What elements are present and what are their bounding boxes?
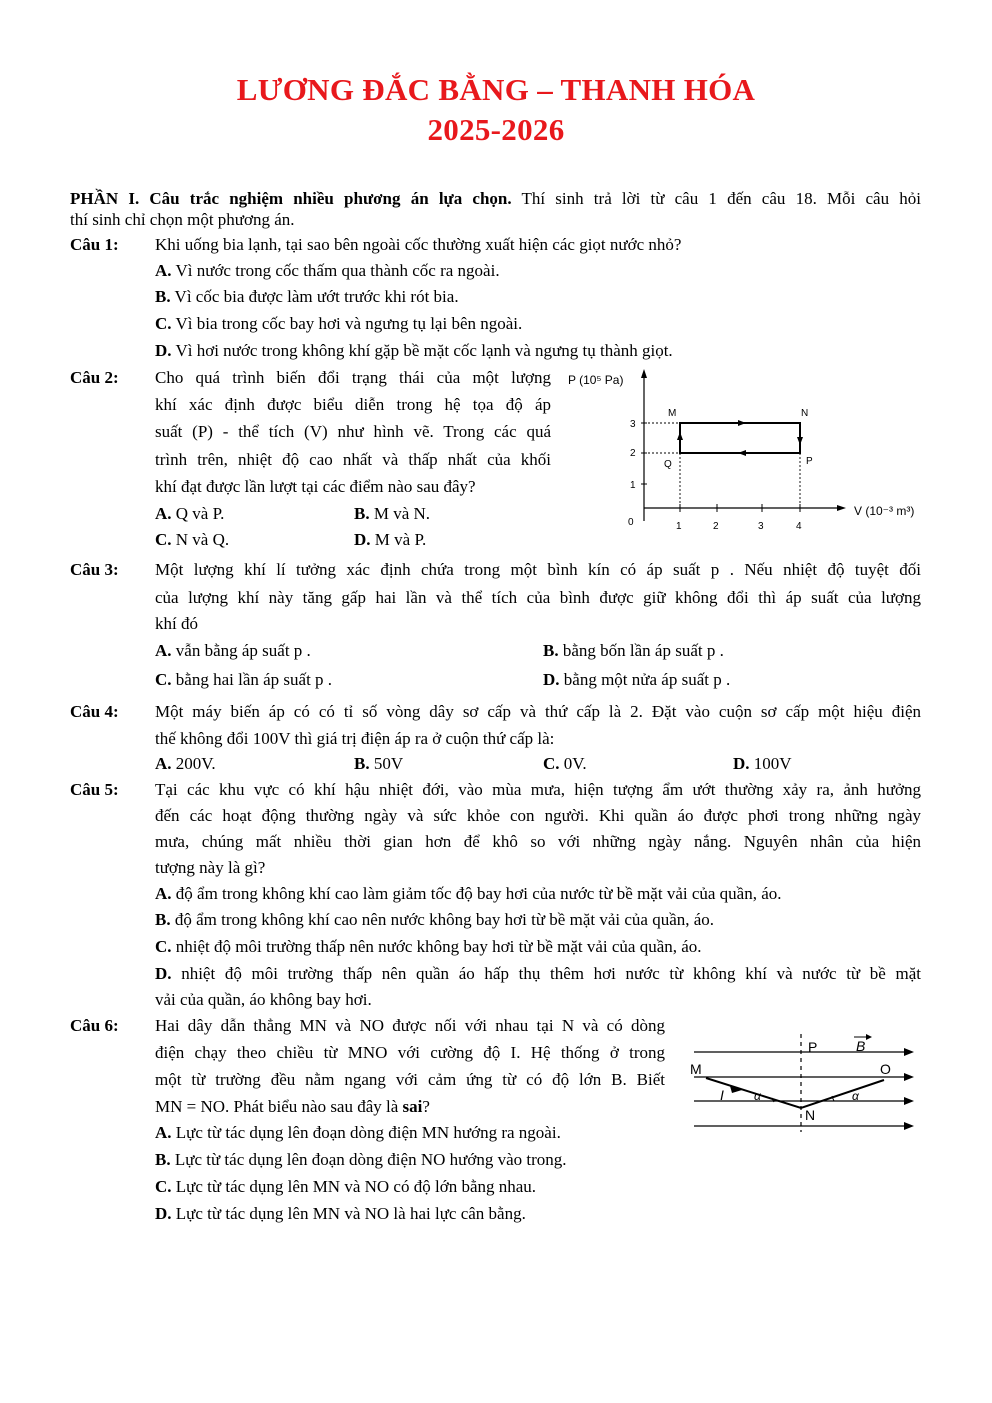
q4-option-b[interactable]: B. 50V xyxy=(354,754,404,773)
pv-graph xyxy=(564,366,924,542)
origin-label: 0 xyxy=(628,517,634,528)
q3-option-c[interactable]: C. bằng hai lần áp suất p . xyxy=(155,670,333,689)
q3-option-a[interactable]: A. vẫn bằng áp suất p . xyxy=(155,641,311,660)
q6-option-c[interactable]: C. Lực từ tác dụng lên MN và NO có độ lớn bằng nhau. xyxy=(155,1177,537,1196)
x-tick-3: 3 xyxy=(758,521,764,532)
question-6-line-2: điện chạy theo chiều từ MNO với cường độ I. Hệ thống ở trong xyxy=(155,1043,665,1062)
question-3-line-1: Một lượng khí lí tưởng xác định chứa trong một bình kín có áp suất p . Nếu nhiệt độ tuyệt đối xyxy=(155,560,921,579)
question-1-text: Khi uống bia lạnh, tại sao bên ngoài cốc thường xuất hiện các giọt nước nhỏ? xyxy=(155,235,682,254)
point-q-label: Q xyxy=(664,459,672,470)
label-p: P xyxy=(808,1039,818,1055)
arrow-np xyxy=(797,437,803,445)
question-5-line-3: mưa, chúng mất nhiều thời gian hơn để khô so với những ngày nắng. Nguyên nhân của hiện xyxy=(155,832,921,851)
label-alpha-left: α xyxy=(754,1089,761,1103)
question-6-line-4: MN = NO. Phát biểu nào sau đây là sai? xyxy=(155,1097,430,1116)
q3-option-b[interactable]: B. bằng bốn lần áp suất p . xyxy=(543,641,724,660)
q6-option-d[interactable]: D. Lực từ tác dụng lên MN và NO là hai lực cân bằng. xyxy=(155,1204,526,1223)
part-heading: PHẦN I. Câu trắc nghiệm nhiều phương án lựa chọn. Thí sinh trả lời từ câu 1 đến câu 18. Mỗi câu hỏi xyxy=(70,189,922,208)
q6-option-b[interactable]: B. Lực từ tác dụng lên đoạn dòng điện NO hướng vào trong. xyxy=(155,1150,567,1169)
x-tick-4: 4 xyxy=(796,521,802,532)
question-2-line-5: khí đạt được lần lượt tại các điểm nào sau đây? xyxy=(155,477,476,496)
y-tick-2: 2 xyxy=(630,448,636,459)
question-3-line-2: của lượng khí này tăng gấp hai lần và thể tích của bình được giữ không đổi thì áp suất của lượng xyxy=(155,588,921,607)
q4-option-c[interactable]: C. 0V. xyxy=(543,754,587,773)
question-3-label: Câu 3: xyxy=(70,560,119,579)
question-2-line-1: Cho quá trình biến đổi trạng thái của một lượng xyxy=(155,368,551,387)
q5-option-a[interactable]: A. độ ẩm trong không khí cao làm giảm tốc độ bay hơi của nước từ bề mặt vải của quần, áo. xyxy=(155,884,782,903)
y-tick-1: 1 xyxy=(630,480,636,491)
point-n-label: N xyxy=(801,408,809,419)
q1-option-a[interactable]: A. Vì nước trong cốc thấm qua thành cốc ra ngoài. xyxy=(155,261,500,280)
question-5-label: Câu 5: xyxy=(70,780,119,799)
q2-option-b[interactable]: B. M và N. xyxy=(354,504,431,523)
question-4-line-1: Một máy biến áp có có tỉ số vòng dây sơ cấp và thứ cấp là 2. Đặt vào cuộn sơ cấp một hiệu điện xyxy=(155,702,921,721)
point-p-label: P xyxy=(806,456,813,467)
q3-option-d[interactable]: D. bằng một nửa áp suất p . xyxy=(543,670,731,689)
question-4-line-2: thế không đổi 100V thì giá trị điện áp ra ở cuộn thứ cấp là: xyxy=(155,729,555,748)
x-tick-2: 2 xyxy=(713,521,719,532)
q5-option-b[interactable]: B. độ ẩm trong không khí cao nên nước không bay hơi từ bề mặt vải của quần, áo. xyxy=(155,910,715,929)
q5-option-c[interactable]: C. nhiệt độ môi trường thấp nên nước không bay hơi từ bề mặt vải của quần, áo. xyxy=(155,937,702,956)
q1-option-d[interactable]: D. Vì hơi nước trong không khí gặp bề mặt cốc lạnh và ngưng tụ thành giọt. xyxy=(155,341,673,360)
y-axis-label: P (10⁵ Pa) xyxy=(568,373,624,387)
q4-option-d[interactable]: D. 100V xyxy=(733,754,792,773)
question-6-line-3: một từ trường đều nằm ngang với cảm ứng từ có độ lớn B. Biết xyxy=(155,1070,665,1089)
q5-option-d-line2: vải của quần, áo không bay hơi. xyxy=(155,990,372,1009)
label-m: M xyxy=(690,1061,702,1077)
arrow-pq xyxy=(738,450,746,456)
question-6-label: Câu 6: xyxy=(70,1016,119,1035)
question-5-line-4: tượng này là gì? xyxy=(155,858,266,877)
question-5-line-2: đến các hoạt động thường ngày và sức khỏe con người. Khi quần áo được phơi trong những ngày xyxy=(155,806,921,825)
question-2-line-2: khí xác định được biểu diễn trong hệ tọa độ áp xyxy=(155,395,551,414)
arrow-mn xyxy=(738,420,746,426)
label-i: I xyxy=(720,1087,724,1103)
label-o: O xyxy=(880,1061,891,1077)
x-axis-arrow xyxy=(837,505,846,511)
label-alpha-right: α xyxy=(852,1089,859,1103)
label-b: B xyxy=(856,1038,866,1054)
question-2-line-3: suất (P) - thể tích (V) như hình vẽ. Trong các quá xyxy=(155,422,551,441)
q2-option-a[interactable]: A. Q và P. xyxy=(155,504,225,523)
question-5-line-1: Tại các khu vực có khí hậu nhiệt đới, vào mùa mưa, hiện tượng ẩm ướt thường xảy ra, ảnh hưởng xyxy=(155,780,921,799)
question-2-label: Câu 2: xyxy=(70,368,119,387)
field-diagram xyxy=(684,1030,920,1134)
pv-cycle xyxy=(680,423,800,453)
point-m-label: M xyxy=(668,408,677,419)
question-6-line-1: Hai dây dẫn thẳng MN và NO được nối với nhau tại N và có dòng xyxy=(155,1016,665,1035)
question-3-line-3: khí đó xyxy=(155,614,198,633)
x-tick-1: 1 xyxy=(676,521,682,532)
arrow-qm xyxy=(677,432,683,440)
school-year: 2025-2026 xyxy=(427,112,565,147)
x-axis-label: V (10⁻³ m³) xyxy=(854,504,915,518)
q1-option-c[interactable]: C. Vì bia trong cốc bay hơi và ngưng tụ lại bên ngoài. xyxy=(155,314,523,333)
q5-option-d[interactable]: D. nhiệt độ môi trường thấp nên quần áo hấp thụ thêm hơi nước từ không khí và nước từ bề mặt xyxy=(155,964,921,983)
q1-option-b[interactable]: B. Vì cốc bia được làm ướt trước khi rót bia. xyxy=(155,287,459,306)
q2-option-d[interactable]: D. M và P. xyxy=(354,530,427,549)
part-heading-line2: thí sinh chỉ chọn một phương án. xyxy=(70,210,295,229)
label-n: N xyxy=(805,1107,816,1123)
question-4-label: Câu 4: xyxy=(70,702,119,721)
q4-option-a[interactable]: A. 200V. xyxy=(155,754,216,773)
q2-option-c[interactable]: C. N và Q. xyxy=(155,530,230,549)
page-title: LƯƠNG ĐẮC BẰNG – THANH HÓA xyxy=(236,72,756,107)
y-tick-3: 3 xyxy=(630,419,636,430)
question-2-line-4: trình trên, nhiệt độ cao nhất và thấp nhất của khối xyxy=(155,450,551,469)
y-axis-arrow xyxy=(641,369,647,378)
q6-option-a[interactable]: A. Lực từ tác dụng lên đoạn dòng điện MN hướng ra ngoài. xyxy=(155,1123,561,1142)
question-1-label: Câu 1: xyxy=(70,235,119,254)
